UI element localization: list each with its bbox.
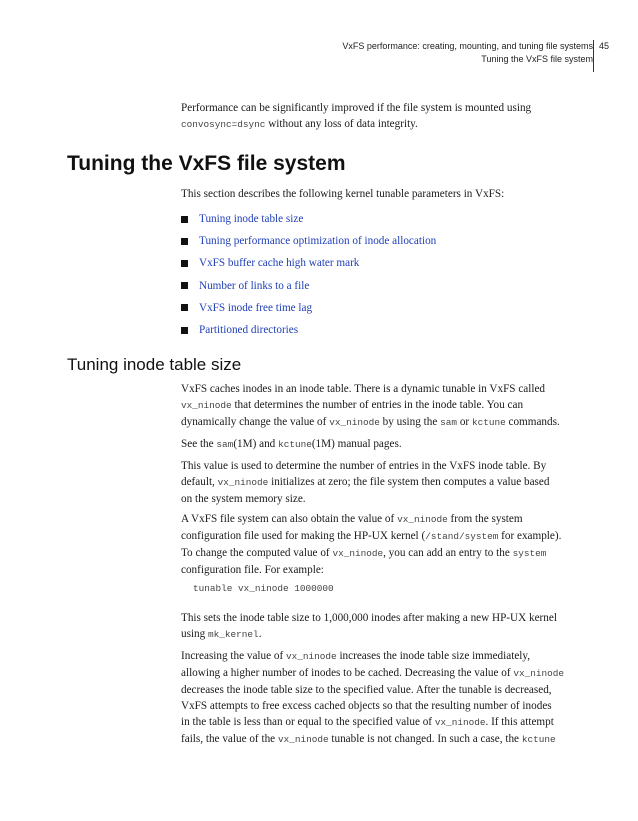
text: This value is used to determine the number of entries in the VxFS inode table. By xyxy=(181,460,547,472)
running-header xyxy=(342,40,593,66)
text: increases the inode table size immediately, xyxy=(336,650,531,662)
text: for example). xyxy=(498,530,562,542)
text: decreases the inode table size to the specified value. After the tunable is decreased, xyxy=(181,684,552,696)
text: using xyxy=(181,628,209,640)
toc-link[interactable]: Number of links to a file xyxy=(199,279,310,292)
bullet-icon xyxy=(181,260,188,267)
paragraph-mk-kernel xyxy=(181,610,594,643)
toc-link[interactable]: Tuning performance optimization of inode allocation xyxy=(199,235,437,248)
toc-link[interactable]: VxFS buffer cache high water mark xyxy=(199,257,360,270)
subsection-title: Tuning inode table size xyxy=(67,355,242,374)
text: in the table is less than or equal to the specified value of xyxy=(181,716,435,728)
toc-item[interactable] xyxy=(181,319,436,341)
intro-paragraph xyxy=(181,100,594,133)
code: vx_ninode xyxy=(217,477,269,488)
toc-link[interactable]: Partitioned directories xyxy=(199,324,299,337)
text: A VxFS file system can also obtain the value of xyxy=(181,513,398,525)
code: vx_ninode xyxy=(513,668,565,679)
text: (1M) and xyxy=(233,438,279,450)
section-intro: This section describes the following kernel tunable parameters in VxFS: xyxy=(181,188,505,200)
text: , you can add an entry to the xyxy=(383,547,513,559)
code: vx_ninode xyxy=(181,400,232,411)
code: vx_ninode xyxy=(277,734,329,745)
text: To change the computed value of xyxy=(181,547,333,559)
code: kctune xyxy=(471,417,506,428)
text: VxFS caches inodes in an inode table. There is a dynamic tunable in VxFS called xyxy=(181,383,546,395)
text: from the system xyxy=(447,513,523,525)
text: initializes at zero; the file system then computes a value based xyxy=(268,476,550,488)
code: vx_ninode xyxy=(434,717,486,728)
code: vx_ninode xyxy=(329,417,380,428)
text: configuration file used for making the HP-UX kernel ( xyxy=(181,530,426,542)
bullet-icon xyxy=(181,327,188,334)
code: sam xyxy=(216,439,234,450)
code: sam xyxy=(440,417,458,428)
toc-link[interactable]: VxFS inode free time lag xyxy=(199,301,313,314)
toc-link[interactable]: Tuning inode table size xyxy=(199,213,304,226)
text: configuration file. For example: xyxy=(181,564,324,576)
code: mk_kernel xyxy=(208,629,259,640)
text: tunable is not changed. In such a case, the xyxy=(328,733,522,745)
paragraph-default-value xyxy=(181,458,594,507)
text: (1M) manual pages. xyxy=(311,438,402,450)
toc-item[interactable] xyxy=(181,208,436,230)
paragraph-config-file xyxy=(181,511,594,578)
section-title: Tuning the VxFS file system xyxy=(67,152,346,175)
code-example: tunable vx_ninode 1000000 xyxy=(193,583,334,594)
header-chapter: VxFS performance: creating, mounting, and tuning file systems xyxy=(342,41,593,51)
text: by using the xyxy=(379,416,441,428)
text: commands. xyxy=(505,416,560,428)
bullet-icon xyxy=(181,282,188,289)
text: dynamically change the value of xyxy=(181,416,330,428)
intro-code: convosync=dsync xyxy=(181,119,266,130)
page-number: 45 xyxy=(599,41,610,51)
paragraph-inode-cache xyxy=(181,381,594,431)
intro-text: Performance can be significantly improved if the file system is mounted using xyxy=(181,102,532,114)
text: or xyxy=(457,416,472,428)
intro-text-rest: without any loss of data integrity. xyxy=(265,118,418,130)
toc-item[interactable] xyxy=(181,297,436,319)
text: on the system memory size. xyxy=(181,493,306,505)
text: Increasing the value of xyxy=(181,650,286,662)
bullet-icon xyxy=(181,238,188,245)
code: vx_ninode xyxy=(286,651,337,662)
header-divider xyxy=(593,40,594,72)
code: vx_ninode xyxy=(397,514,448,525)
paragraph-man-pages xyxy=(181,436,594,453)
code: vx_ninode xyxy=(332,548,384,559)
code: kctune xyxy=(521,734,556,745)
paragraph-increasing-value xyxy=(181,648,594,748)
code: /stand/system xyxy=(425,531,499,542)
text: that determines the number of entries in the inode table. You can xyxy=(231,399,524,411)
text: This sets the inode table size to 1,000,000 inodes after making a new HP-UX kernel xyxy=(181,612,557,624)
toc-item[interactable] xyxy=(181,275,436,297)
code: system xyxy=(512,548,547,559)
text: . xyxy=(258,628,262,640)
bullet-icon xyxy=(181,304,188,311)
toc-item[interactable] xyxy=(181,252,436,274)
toc-item[interactable] xyxy=(181,230,436,252)
text: fails, the value of the xyxy=(181,733,278,745)
text: VxFS attempts to free excess cached objects so that the resulting number of inodes xyxy=(181,700,552,712)
header-section: Tuning the VxFS file system xyxy=(481,54,593,64)
text: default, xyxy=(181,476,218,488)
text: . If this attempt xyxy=(485,716,554,728)
text: allowing a higher number of inodes to be cached. Decreasing the value of xyxy=(181,667,514,679)
bullet-icon xyxy=(181,216,188,223)
text: See the xyxy=(181,438,217,450)
toc-list xyxy=(181,208,436,341)
code: kctune xyxy=(278,439,312,450)
